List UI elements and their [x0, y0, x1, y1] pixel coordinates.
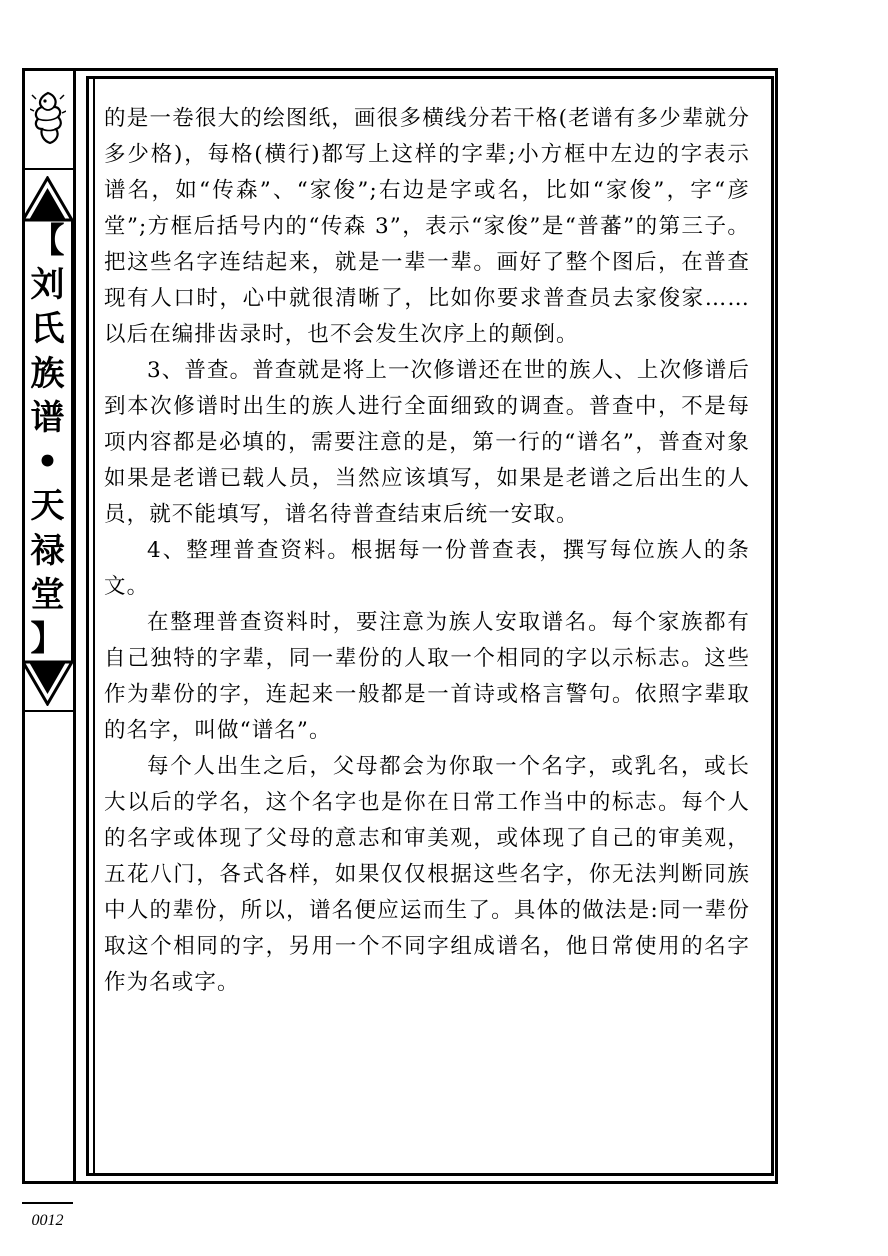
paragraph: 每个人出生之后，父母都会为你取一个名字，或乳名，或长大以后的学名，这个名字也是你在日常工作当中的标志。每个人的名字或体现了父母的意志和审美观，或体现了自己的审美观，五花八门，各式各样，如果仅仅根据这些名字，你无法判断同族中人的辈份，所以，谱名便应运而生了。具体的做法是:同一辈份取这个相同的字，另用一个不同字组成谱名，他日常使用的名字作为名或字。 [104, 754, 750, 995]
title-char: 堂 [30, 574, 65, 615]
paragraph: 在整理普查资料时，要注意为族人安取谱名。每个家族都有自己独特的字辈，同一辈份的人取一个相同的字以示标志。这些作为辈份的字，连起来一般都是一首诗或格言警句。依照字辈取的名字，叫做“谱名”。 [104, 610, 750, 743]
title-char: 谱 [30, 397, 65, 438]
title-char: 天 [30, 486, 65, 527]
spine-divider [22, 1202, 73, 1204]
spine-column [22, 68, 76, 1229]
spine-title-panel [22, 176, 73, 706]
title-char: 刘 [30, 265, 65, 306]
book-title-vertical [22, 221, 73, 659]
dragon-emblem-icon [22, 68, 73, 168]
title-char: 【 [30, 221, 65, 261]
title-char: 氏 [30, 309, 65, 350]
title-char: 】 [30, 618, 65, 659]
title-char: 禄 [30, 530, 65, 571]
page-number: 0012 [31, 1212, 64, 1229]
body-text [104, 101, 750, 1001]
title-char: 族 [30, 353, 65, 394]
paragraph: 4、整理普查资料。根据每一份普查表，撰写每位族人的条文。 [104, 538, 750, 599]
text-frame-inner-rule [93, 76, 95, 1176]
spine-divider [22, 710, 73, 712]
title-char: • [36, 442, 59, 483]
paragraph: 的是一卷很大的绘图纸，画很多横线分若干格(老谱有多少辈就分多少格)，每格(横行)都写上这样的字辈;小方框中左边的字表示谱名，如“传森”、“家俊”;右边是字或名，比如“家俊”，字“彦堂”;方框后括号内的“传森 3”，表示“家俊”是“普蕃”的第三子。把这些名字连结起来，就是一辈一辈。画好了整个图后，在普查现有人口时，心中就很清晰了，比如你要求普查员去家俊家……以后在编排齿录时，也不会发生次序上的颠倒。 [104, 106, 750, 347]
spine-divider [22, 168, 73, 170]
paragraph: 3、普查。普查就是将上一次修谱还在世的族人、上次修谱后到本次修谱时出生的族人进行全面细致的调查。普查中，不是每项内容都是必填的，需要注意的是，第一行的“谱名”，普查对象如果是老谱已载人员，当然应该填写，如果是老谱之后出生的人员，就不能填写，谱名待普查结束后统一安取。 [104, 358, 750, 527]
